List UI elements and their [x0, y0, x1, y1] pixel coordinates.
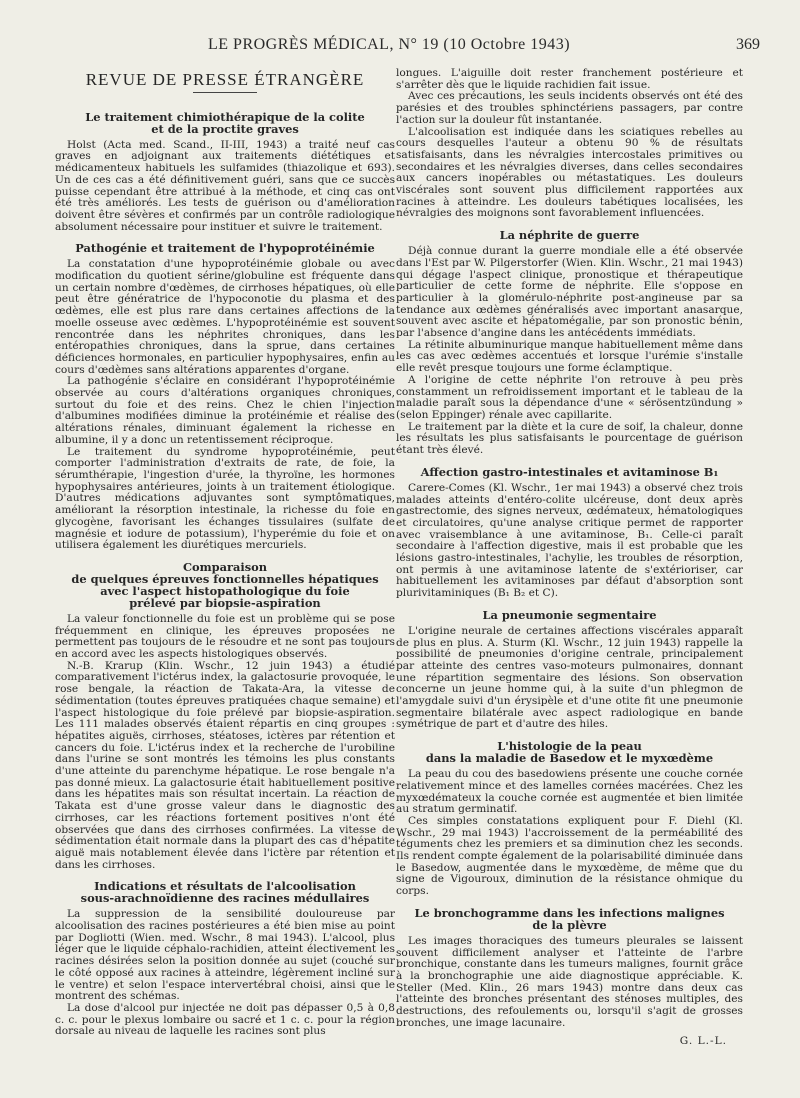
paragraph: La constatation d'une hypoprotéinémie globale ou avec modification du quotient sérine/globuline est fréquente dans un certain nombre d'œdèmes, de cirrhoses hépatiques, où elle peut être génératrice de l'hypoconotie du plasma et des œdèmes, elle est plus rare dans certaines affections de la moelle osseuse avec œdèmes. L'hypoprotéinémie est souvent rencontrée dans les néphrites chroniques, dans les entéropathies chroniques, dans la sprue, dans certaines déficiences hormonales, en particulier hypophysaires, enfin au cours d'œdèmes sans altérations apparentes d'organe.	[55, 258, 395, 376]
paragraph-continued: longues. L'aiguille doit rester franchement postérieure et s'arrêter dès que le liquide rachidien fait issue.	[396, 67, 743, 91]
paragraph: La suppression de la sensibilité douloureuse par alcoolisation des racines postérieures a été bien mise au point par Dogliotti (Wien. med. Wschr., 8 mai 1943). L'alcool, plus léger que le liquide céphalo-rachidien, atteint électivement les racines désirées selon la position donnée au sujet (couché sur le côté opposé aux racines à atteindre, légèrement incliné sur le ventre) et selon l'espace intervertébral choisi, ainsi que le montrent des schémas.	[55, 908, 395, 1003]
article-title-histologie-peau: L'histologie de la peau dans la maladie de Basedow et le myxœdème	[425, 739, 714, 766]
paragraph: Holst (Acta med. Scand., II-III, 1943) a traité neuf cas graves en adjoignant aux traitements diététiques et médicamenteux habituels les sulfamides (thiazolique et 693). Un de ces cas a été définitivement guéri, sans que ce succès puisse cependant être attribué à la méthode, et cinq cas ont été très améliorés. Les tests de guérison ou d'amélioration doivent être sévères et confirmés par un contrôle radiologique absolument nécessaire pour instituer et suivre le traitement.	[55, 138, 395, 233]
paragraph: Le traitement par la diète et la cure de soif, la chaleur, donne les résultats les plus satisfaisants le pourcentage de guérison étant très élevé.	[396, 420, 743, 457]
author-signature: G. L.-L.	[679, 1034, 727, 1047]
paragraph: La rétinite albuminurique manque habituellement même dans les cas avec œdèmes accentués et lorsque l'urémie s'installe elle revêt presque toujours une forme éclamptique.	[396, 338, 743, 375]
left-column	[55, 68, 395, 1038]
paragraph: Déjà connue durant la guerre mondiale elle a été observée dans l'Est par W. Pilgerstorfer (Wien. Klin. Wschr., 21 mai 1943) qui dégage l'aspect clinique, pronostique et thérapeutique particulier de cette forme de néphrite. Elle s'oppose en particulier à la glomérulo-néphrite post-angineuse par sa tendance aux œdèmes généralisés avec important anasarque, souvent avec ascite et hépatomégalie, par son pronostic bénin, par l'absence d'angine dans les antécédents immédiats.	[396, 245, 743, 340]
paragraph: Les images thoraciques des tumeurs pleurales se laissent souvent difficilement analyser et l'atteinte de l'arbre bronchique, constante dans les tumeurs malignes, fournit grâce à la bronchographie une aide diagnostique appréciable. K. Steller (Med. Klin., 26 mars 1943) montre dans deux cas l'atteinte des bronches présentant des sténoses multiples, des destructions, des refoulements ou, lorsqu'il s'agit de grosses bronches, une image lacunaire.	[396, 934, 743, 1029]
paragraph: La peau du cou des basedowiens présente une couche cornée relativement mince et des lamelles cornées macérées. Chez les myxœdémateux la couche cornée est augmentée et bien limitée au stratum germinatif.	[396, 768, 743, 816]
article-title-bronchogramme: Le bronchogramme dans les infections malignes de la plèvre	[414, 905, 725, 932]
article-title-epreuves-hepatiques: Comparaison de quelques épreuves fonctionnelles hépatiques avec l'aspect histopathologique du foie prélevé par biopsie-aspiration	[71, 559, 379, 610]
section-rubric: REVUE DE PRESSE ÉTRANGÈRE	[85, 70, 365, 89]
paragraph: N.-B. Krarup (Klin. Wschr., 12 juin 1943) a étudié comparativement l'ictérus index, la galactosurie provoquée, le rose bengale, la réaction de Takata-Ara, la vitesse de sédimentation (toutes épreuves pratiquées chaque semaine) et l'aspect histologique du foie prélevé par biopsie-aspiration. Les 111 malades observés étaient répartis en cinq groupes : hépatites aiguës, cirrhoses, stéatoses, ictères par rétention et cancers du foie. L'ictérus index et la recherche de l'urobiline dans l'urine se sont montrés les témoins les plus constants d'une atteinte du parenchyme hépatique. Le rose bengale n'a pas donné mieux. La galactosurie était habituellement positive dans les hépatites mais son résultat incertain. La réaction de Takata est d'une grosse valeur dans le diagnostic des cirrhoses, car les réactions fortement positives n'ont été observées que dans des cirrhoses confirmées. La vitesse de sédimentation était normale dans la plupart des cas d'hépatite aiguë mais notablement élevée dans l'ictère par rétention et dans les cirrhoses.	[55, 659, 395, 871]
running-title: LE PROGRÈS MÉDICAL, N° 19 (10 Octobre 1943)	[208, 36, 571, 53]
paragraph: La pathogénie s'éclaire en considérant l'hypoprotéinémie observée au cours d'altérations organiques chroniques, surtout du foie et des reins. Chez le chien l'injection d'albumines modifiées diminue la protéinémie et réalise des altérations rénales, diminuant également la richesse en albumine, il y a donc un retentissement réciproque.	[55, 375, 395, 446]
paragraph: L'alcoolisation est indiquée dans les sciatiques rebelles au cours desquelles l'auteur a obtenu 90 % de résultats satisfaisants, dans les névralgies intercostales primitives ou secondaires et les névralgies diverses, dans celles secondaires aux cancers inopérables ou métastatiques. Les douleurs viscérales sont souvent plus difficilement rapportées aux racines à atteindre. Les douleurs tabétiques localisées, les névralgies des moignons sont favorablement influencées.	[396, 125, 743, 220]
paragraph: L'origine neurale de certaines affections viscérales apparaît de plus en plus. A. Sturm (Kl. Wschr., 12 juin 1943) rappelle la possibilité de pneumonies d'origine centrale, principalement par atteinte des centres vaso-moteurs pulmonaires, donnant une répartition segmentaire des lésions. Son observation concerne un jeune homme qui, à la suite d'un phlegmon de l'amygdale suivi d'un érysipèle et d'une otite fit une pneumonie segmentaire bilatérale avec aspect radiologique en bande symétrique de part et d'autre des hiles.	[396, 624, 743, 731]
right-column	[396, 68, 743, 1047]
article-title-hypoproteinemie: Pathogénie et traitement de l'hypoprotéinémie	[75, 241, 375, 256]
paragraph: La valeur fonctionnelle du foie est un problème qui se pose fréquemment en clinique, les épreuves proposées ne permettent pas toujours de le résoudre et ne sont pas toujours en accord avec les aspects histologiques observés.	[55, 612, 395, 661]
paragraph: Avec ces précautions, les seuls incidents observés ont été des parésies et des troubles sphinctériens passagers, par contre l'action sur la douleur fût instantanée.	[396, 90, 743, 126]
article-title-nephrite: La néphrite de guerre	[499, 228, 640, 243]
paragraph: Ces simples constatations expliquent pour F. Diehl (Kl. Wschr., 29 mai 1943) l'accroissement de la perméabilité des téguments chez les premiers et sa diminution chez les seconds. Ils rendent compte également de la polarisabilité diminuée dans le Basedow, augmentée dans le myxœdème, de même que du signe de Vigouroux, diminution de la résistance ohmique du corps.	[396, 814, 743, 898]
article-title-pneumonie: La pneumonie segmentaire	[482, 607, 657, 622]
paragraph: Le traitement du syndrome hypoprotéinémie, peut comporter l'administration d'extraits de rate, de foie, la sérumthérapie, l'ingestion d'urée, la thyroïne, les hormones hypophysaires antérieures, joints à un traitement étiologique. D'autres médications adjuvantes sont symptômatiques, améliorant la résorption intestinale, la richesse du foie en glycogène, favorisant les échanges tissulaires (sulfate de magnésie et iodure de potassium), l'hyperémie du foie et on utilisera également les diurétiques mercuriels.	[55, 445, 395, 552]
page-number: 369	[736, 36, 760, 53]
rubric-rule	[193, 92, 257, 93]
paragraph: Carere-Comes (Kl. Wschr., 1er mai 1943) a observé chez trois malades atteints d'entéro-colite ulcéreuse, dont deux après gastrectomie, des signes nerveux, œdémateux, hématologiques et circulatoires, qu'une analyse critique permet de rapporter avec vraisemblance à une avitaminose, B₁. Celle-ci paraît secondaire à l'affection digestive, mais il est probable que les lésions gastro-intestinales, l'achylie, les troubles de résorption, ont permis à une avitaminose latente de s'extérioriser, car habituellement les avitaminoses par défaut d'absorption sont plurivitaminiques (B₁ B₂ et C).	[396, 481, 743, 600]
paragraph: A l'origine de cette néphrite l'on retrouve à peu près constamment un refroidissement important et le tableau de la maladie paraît sous la dépendance d'une « sérösentzündung » (selon Eppinger) rénale avec capillarite.	[396, 373, 743, 421]
article-title-avitaminose: Affection gastro-intestinales et avitaminose B₁	[420, 464, 719, 479]
article-title-alcoolisation: Indications et résultats de l'alcoolisation sous-arachnoïdienne des racines médullaires	[80, 879, 370, 906]
article-title-colite: Le traitement chimiothérapique de la colite et de la proctite graves	[85, 109, 365, 136]
paragraph: La dose d'alcool pur injectée ne doit pas dépasser 0,5 à 0,8 c. c. pour le plexus lombaire ou sacré et 1 c. c. pour la région dorsale au niveau de laquelle les racines sont plus	[55, 1002, 395, 1038]
